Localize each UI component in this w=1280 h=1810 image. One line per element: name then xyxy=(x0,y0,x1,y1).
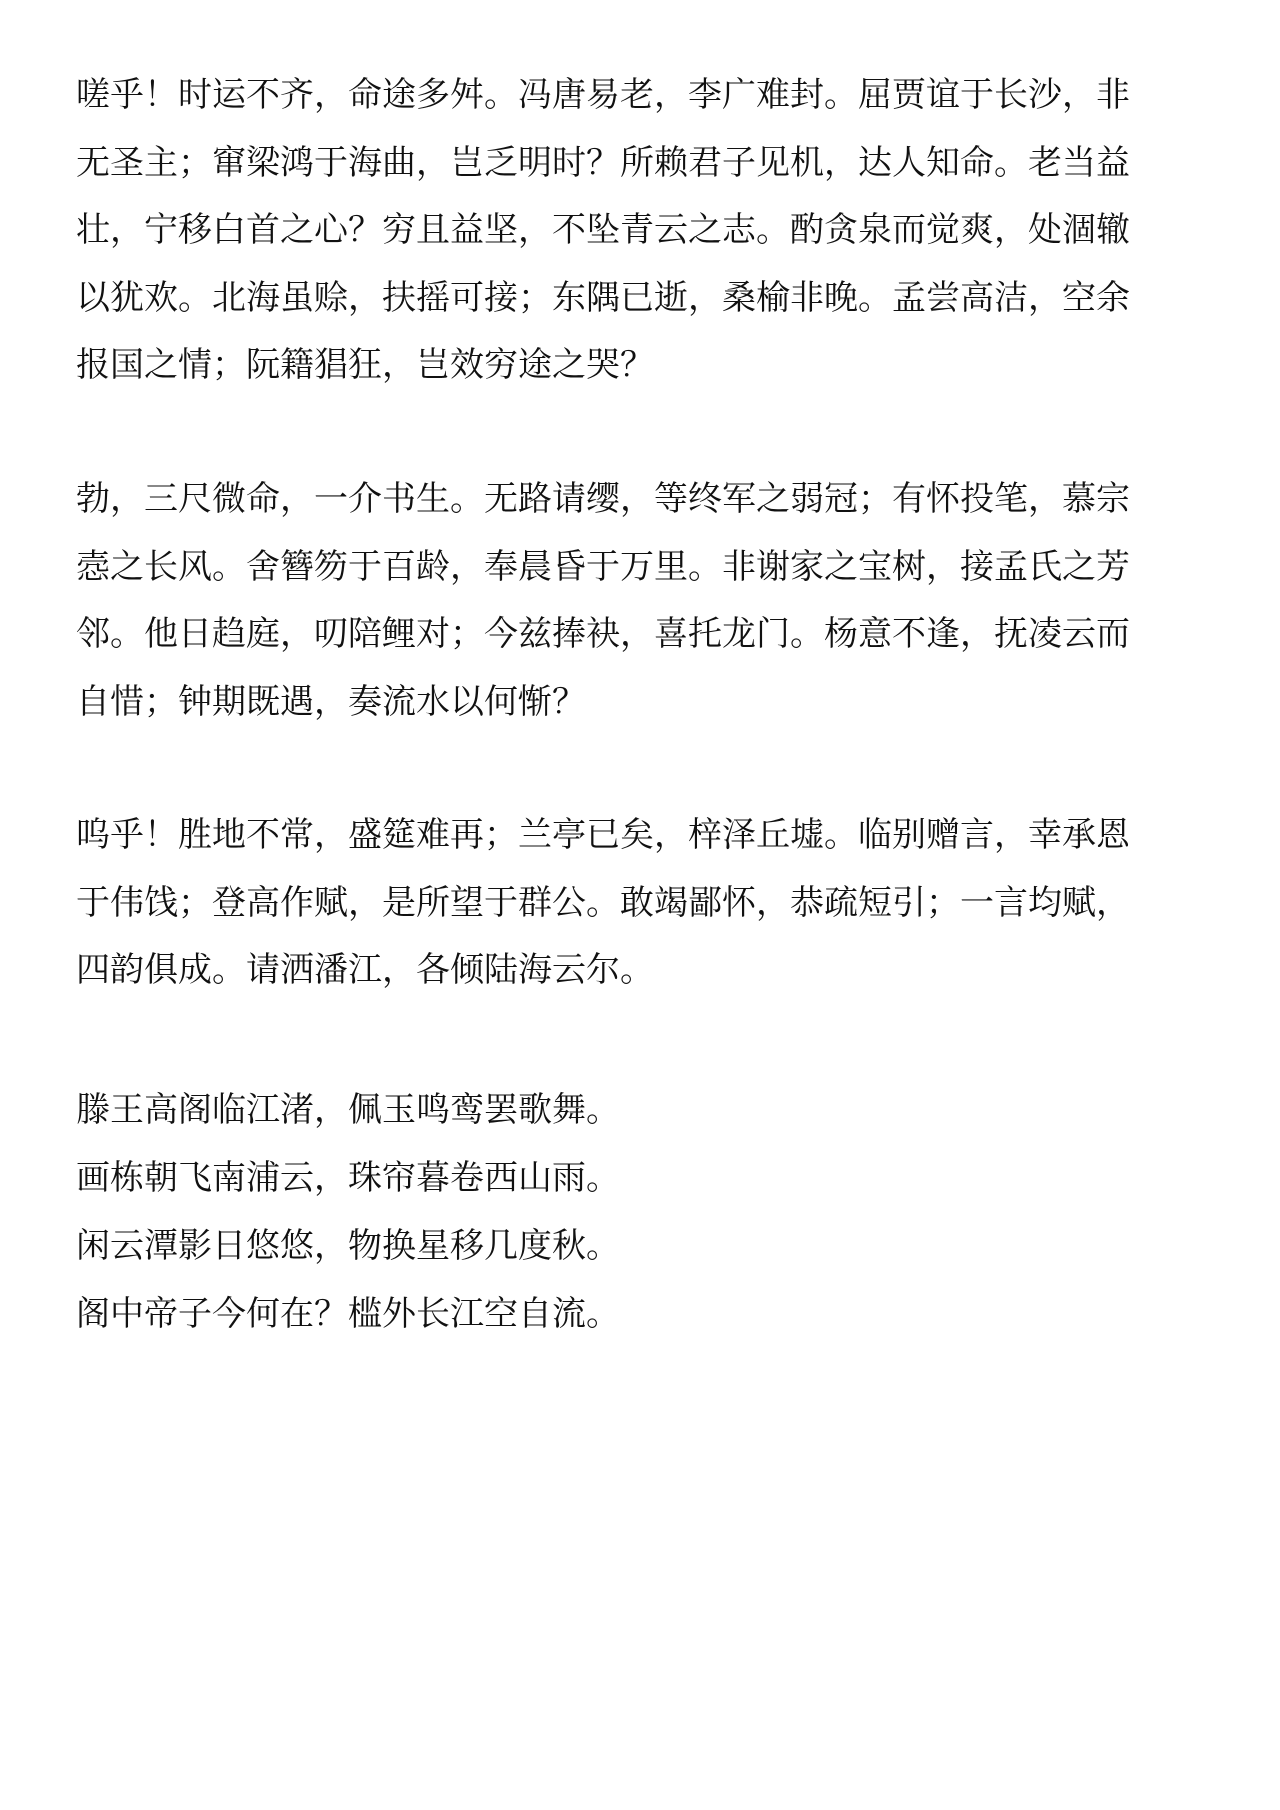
poem-verse: 闲云潭影日悠悠，物换星移几度秋。 xyxy=(76,1226,620,1266)
poem-verse: 滕王高阁临江渚，佩玉鸣鸾罢歌舞。 xyxy=(76,1090,620,1130)
text-line: 以犹欢。北海虽赊，扶摇可接；东隅已逝，桑榆非晚。孟尝高洁，空余 xyxy=(76,277,1130,318)
text-line: 报国之情；阮籍猖狂，岂效穷途之哭？ xyxy=(76,345,654,385)
poem xyxy=(76,1076,1216,1348)
text-line: 邻。他日趋庭，叨陪鲤对；今兹捧袂，喜托龙门。杨意不逢，抚凌云而 xyxy=(76,614,1130,654)
text-line: 四韵俱成。请洒潘江，各倾陆海云尔。 xyxy=(76,950,654,990)
poem-verse: 阁中帝子今何在？槛外长江空自流。 xyxy=(76,1294,620,1334)
text-line: 呜乎！胜地不常，盛筵难再；兰亭已矣，梓泽丘墟。临别赠言，幸承恩 xyxy=(76,815,1130,855)
paragraph-3 xyxy=(76,802,1216,1005)
poem-verse: 画栋朝飞南浦云，珠帘暮卷西山雨。 xyxy=(76,1158,620,1198)
text-line: 无圣主；窜梁鸿于海曲，岂乏明时？所赖君子见机，达人知命。老当益 xyxy=(76,142,1130,183)
text-line: 悫之长风。舍簪笏于百龄，奉晨昏于万里。非谢家之宝树，接孟氏之芳 xyxy=(76,546,1130,587)
text-line: 壮，宁移白首之心？穷且益坚，不坠青云之志。酌贪泉而觉爽，处涸辙 xyxy=(76,210,1130,250)
text-line: 勃，三尺微命，一介书生。无路请缨，等终军之弱冠；有怀投笔，慕宗 xyxy=(76,479,1130,519)
paragraph-2 xyxy=(76,466,1216,736)
text-line: 自惜；钟期既遇，奏流水以何惭？ xyxy=(76,681,586,722)
paragraph-1 xyxy=(76,62,1216,400)
text-line: 嗟乎！时运不齐，命途多舛。冯唐易老，李广难封。屈贾谊于长沙，非 xyxy=(76,75,1130,115)
text-line: 于伟饯；登高作赋，是所望于群公。敢竭鄙怀，恭疏短引；一言均赋， xyxy=(76,882,1130,923)
